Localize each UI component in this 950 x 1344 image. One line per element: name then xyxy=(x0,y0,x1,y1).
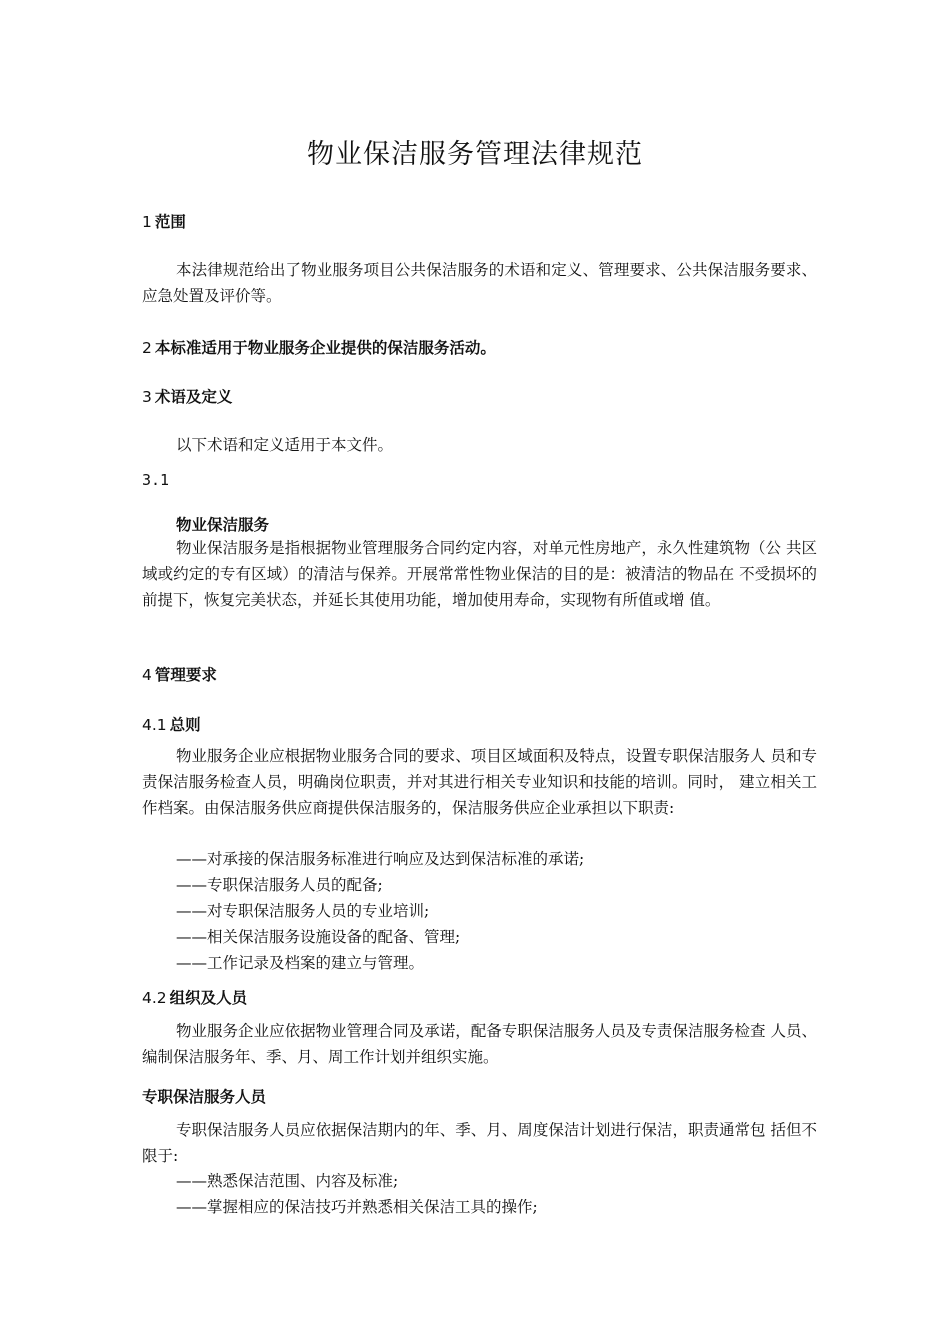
section-5-heading: 专职保洁服务人员 xyxy=(142,1088,267,1106)
section-1-heading xyxy=(142,210,186,232)
clause-3-1-number: 3.1 xyxy=(142,471,170,489)
section-4-2-heading xyxy=(142,986,247,1008)
list-item: ——对承接的保洁服务标准进行响应及达到保洁标准的承诺; xyxy=(176,850,585,868)
section-1-paragraph: 本法律规范给出了物业服务项目公共保洁服务的术语和定义、管理要求、公共保洁服务要求、 应急处置及评价等。 xyxy=(142,261,817,305)
list-item: ——掌握相应的保洁技巧并熟悉相关保洁工具的操作; xyxy=(176,1198,538,1216)
section-title: 本标准适用于物业服务企业提供的保洁服务活动。 xyxy=(154,339,496,357)
section-title: 术语及定义 xyxy=(154,388,233,406)
list-item: ——相关保洁服务设施设备的配备、管理; xyxy=(176,928,461,946)
document-title: 物业保洁服务管理法律规范 xyxy=(307,139,643,170)
section-number: 4.1 xyxy=(142,716,167,734)
section-title: 组织及人员 xyxy=(169,989,248,1007)
section-number: 3 xyxy=(142,388,152,406)
list-item: ——专职保洁服务人员的配备; xyxy=(176,876,383,894)
list-item: ——工作记录及档案的建立与管理。 xyxy=(176,954,425,972)
section-5-paragraph: 专职保洁服务人员应依据保洁期内的年、季、月、周度保洁计划进行保洁，职责通常包 括但不限于: xyxy=(142,1121,817,1165)
list-item: ——熟悉保洁范围、内容及标准; xyxy=(176,1172,399,1190)
section-title: 总则 xyxy=(169,716,201,734)
section-3-heading xyxy=(142,385,232,407)
section-title: 管理要求 xyxy=(154,666,217,684)
section-number: 1 xyxy=(142,213,152,231)
section-number: 4.2 xyxy=(142,989,167,1007)
section-4-heading xyxy=(142,663,217,685)
section-number: 4 xyxy=(142,666,152,684)
term-heading: 物业保洁服务 xyxy=(176,516,270,534)
section-number: 2 xyxy=(142,339,152,357)
section-3-paragraph: 以下术语和定义适用于本文件。 xyxy=(176,436,394,454)
section-4-1-heading xyxy=(142,713,201,735)
section-title: 范围 xyxy=(154,213,186,231)
list-item: ——对专职保洁服务人员的专业培训; xyxy=(176,902,430,920)
section-2-heading xyxy=(142,336,496,358)
section-4-2-paragraph: 物业服务企业应依据物业管理合同及承诺，配备专职保洁服务人员及专责保洁服务检查 人员、编制保洁服务年、季、月、周工作计划并组织实施。 xyxy=(142,1022,817,1066)
section-4-1-paragraph: 物业服务企业应根据物业服务合同的要求、项目区域面积及特点，设置专职保洁服务人 员和专责保洁服务检查人员，明确岗位职责，并对其进行相关专业知识和技能的培训。同时， 建立相关工作档案。由保洁服务供应商提供保洁服务的，保洁服务供应企业承担以下职责: xyxy=(142,747,817,817)
term-definition: 物业保洁服务是指根据物业管理服务合同约定内容，对单元性房地产，永久性建筑物（公 共区域或约定的专有区域）的清洁与保养。开展常常性物业保洁的目的是：被清洁的物品在 不受损坏的前提下，恢复完美状态，并延长其使用功能，增加使用寿命，实现物有所值或增 值。 xyxy=(142,539,817,609)
